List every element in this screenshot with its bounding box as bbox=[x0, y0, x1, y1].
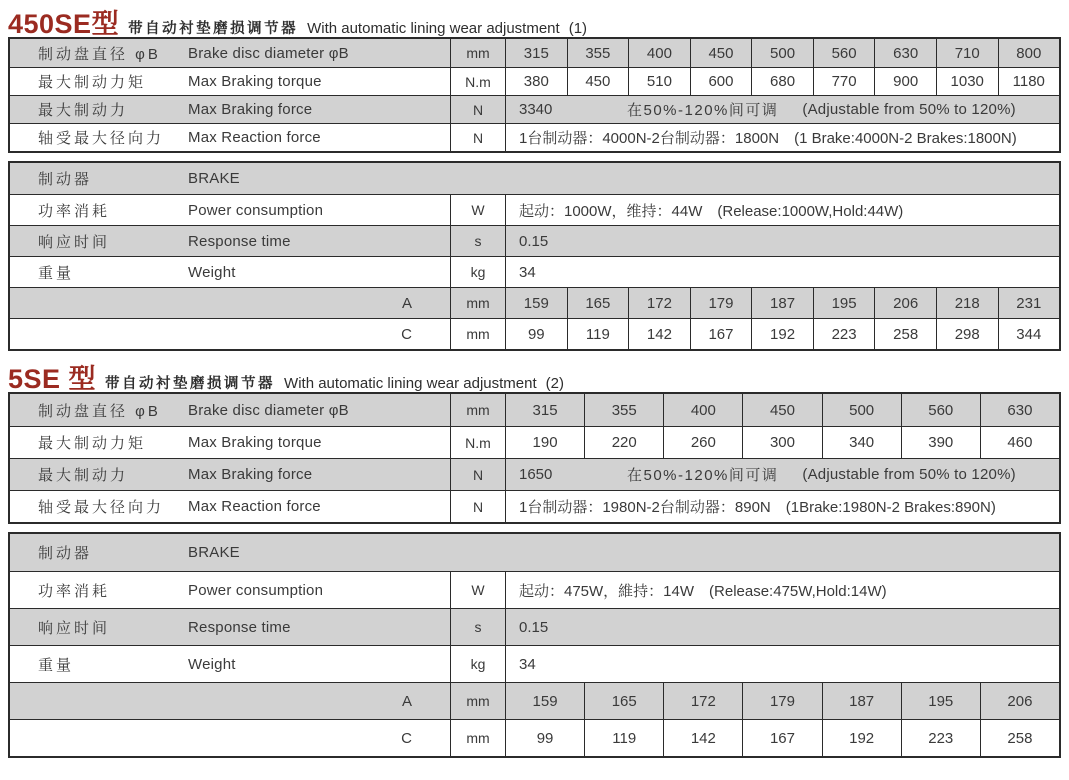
merged-cell: 34 bbox=[505, 646, 1059, 682]
unit-cell: N.m bbox=[450, 427, 505, 458]
merged-cell: 起动：475W，維持：14W (Release:475W,Hold:14W) bbox=[505, 572, 1059, 608]
values-list bbox=[505, 39, 1059, 67]
value-cell: 450 bbox=[742, 394, 821, 426]
values-list bbox=[505, 319, 1059, 349]
values-list bbox=[505, 720, 1059, 756]
merged-value: 3340 bbox=[519, 101, 553, 118]
section-title bbox=[8, 357, 1061, 394]
row-label bbox=[10, 163, 1059, 194]
unit-cell: mm bbox=[450, 394, 505, 426]
row-label-en: Max Braking force bbox=[188, 101, 313, 118]
value-cell: 390 bbox=[901, 427, 980, 458]
value-cell: 500 bbox=[822, 394, 901, 426]
value-cell: 99 bbox=[505, 319, 567, 349]
merged-value: 1650 bbox=[519, 466, 553, 483]
row-label bbox=[10, 226, 450, 256]
unit-cell: s bbox=[450, 226, 505, 256]
row-label-en: Max Braking force bbox=[188, 466, 313, 483]
value-cell: 300 bbox=[742, 427, 821, 458]
row-label-cn: 最大制动力 bbox=[38, 467, 129, 484]
value-cell: 298 bbox=[936, 319, 998, 349]
unit-cell: mm bbox=[450, 39, 505, 67]
row-label bbox=[10, 491, 450, 522]
value-cell: 258 bbox=[980, 720, 1059, 756]
row-label-cn: 轴受最大径向力 bbox=[38, 499, 165, 516]
value-cell: 344 bbox=[998, 319, 1060, 349]
unit-cell: kg bbox=[450, 646, 505, 682]
unit-cell: W bbox=[450, 572, 505, 608]
value-cell: 355 bbox=[584, 394, 663, 426]
merged-note-cn: 在50%-120%间可调 bbox=[627, 467, 779, 484]
row-label-cn: 响应时间 bbox=[38, 233, 111, 251]
unit-cell: mm bbox=[450, 683, 505, 719]
table-row bbox=[10, 67, 1059, 95]
row-label-cn: 重量 bbox=[38, 264, 75, 282]
value-cell: 560 bbox=[901, 394, 980, 426]
row-label-en: Response time bbox=[188, 232, 291, 250]
value-cell: 195 bbox=[813, 288, 875, 318]
value-cell: 1030 bbox=[936, 68, 998, 95]
value-cell: 450 bbox=[567, 68, 629, 95]
brake-table bbox=[8, 532, 1061, 758]
value-cell: 500 bbox=[751, 39, 813, 67]
table-row bbox=[10, 645, 1059, 682]
row-label-cn: 轴受最大径向力 bbox=[38, 130, 165, 147]
unit-cell: N bbox=[450, 491, 505, 522]
dim-label: A bbox=[401, 294, 412, 312]
table-row bbox=[10, 394, 1059, 426]
value-cell: 800 bbox=[998, 39, 1060, 67]
row-label-cn: 制动盘直径 φB bbox=[38, 402, 161, 420]
row-label-en: Max Braking torque bbox=[188, 73, 322, 90]
values-list bbox=[505, 683, 1059, 719]
values-list bbox=[505, 68, 1059, 95]
row-label-en: Brake disc diameter φB bbox=[188, 401, 349, 419]
values-list bbox=[505, 288, 1059, 318]
value-cell: 600 bbox=[690, 68, 752, 95]
row-label-en: Power consumption bbox=[188, 581, 324, 599]
value-cell: 510 bbox=[628, 68, 690, 95]
value-cell: 315 bbox=[505, 394, 584, 426]
row-label-cn: 最大制动力矩 bbox=[38, 435, 147, 452]
table-row bbox=[10, 490, 1059, 522]
row-label-cn: 功率消耗 bbox=[38, 202, 111, 220]
unit-cell: kg bbox=[450, 257, 505, 287]
value-cell: 206 bbox=[980, 683, 1059, 719]
brake-table bbox=[8, 161, 1061, 351]
spec-table bbox=[8, 392, 1061, 524]
table-row bbox=[10, 95, 1059, 123]
value-cell: 167 bbox=[742, 720, 821, 756]
value-cell: 770 bbox=[813, 68, 875, 95]
merged-cell: 34 bbox=[505, 257, 1059, 287]
dim-label: C bbox=[401, 325, 412, 343]
row-label-en: Power consumption bbox=[188, 201, 324, 219]
unit-cell: mm bbox=[450, 288, 505, 318]
value-cell: 119 bbox=[567, 319, 629, 349]
value-cell: 680 bbox=[751, 68, 813, 95]
value-cell: 900 bbox=[874, 68, 936, 95]
row-label-en: Weight bbox=[188, 263, 236, 281]
unit-cell: N bbox=[450, 96, 505, 123]
merged-note-en: (Adjustable from 50% to 120%) bbox=[802, 101, 1016, 118]
value-cell: 710 bbox=[936, 39, 998, 67]
value-cell: 231 bbox=[998, 288, 1060, 318]
value-cell: 258 bbox=[874, 319, 936, 349]
model-title: 450SE型 bbox=[8, 9, 120, 39]
value-cell: 400 bbox=[663, 394, 742, 426]
row-label bbox=[10, 394, 450, 426]
row-label-en: Max Reaction force bbox=[188, 129, 321, 146]
table-row bbox=[10, 256, 1059, 287]
row-label bbox=[10, 459, 450, 490]
table-row bbox=[10, 426, 1059, 458]
row-label-en: Brake disc diameter φB bbox=[188, 44, 349, 62]
row-label bbox=[10, 257, 450, 287]
merged-cell: 起动：1000W，维持：44W (Release:1000W,Hold:44W) bbox=[505, 195, 1059, 225]
table-row bbox=[10, 682, 1059, 719]
value-cell: 223 bbox=[901, 720, 980, 756]
row-label bbox=[10, 195, 450, 225]
value-cell: 190 bbox=[505, 427, 584, 458]
subtitle-index: (1) bbox=[568, 20, 588, 37]
value-cell: 119 bbox=[584, 720, 663, 756]
model-title: 5SE 型 bbox=[8, 364, 97, 394]
value-cell: 167 bbox=[690, 319, 752, 349]
row-label-en: Response time bbox=[188, 618, 291, 636]
row-label-en: BRAKE bbox=[188, 170, 240, 187]
table-row bbox=[10, 608, 1059, 645]
table-row bbox=[10, 123, 1059, 151]
table-row bbox=[10, 571, 1059, 608]
row-label-en: Weight bbox=[188, 655, 236, 673]
value-cell: 99 bbox=[505, 720, 584, 756]
table-row bbox=[10, 39, 1059, 67]
value-cell: 159 bbox=[505, 288, 567, 318]
value-cell: 179 bbox=[742, 683, 821, 719]
row-label-cn: 重量 bbox=[38, 656, 75, 674]
table-row bbox=[10, 194, 1059, 225]
value-cell: 400 bbox=[628, 39, 690, 67]
subtitle-index: (2) bbox=[545, 375, 565, 392]
row-label-cn: 制动器 bbox=[38, 171, 93, 188]
row-label bbox=[10, 572, 450, 608]
table-row bbox=[10, 719, 1059, 756]
merged-note-en: (Adjustable from 50% to 120%) bbox=[802, 466, 1016, 483]
table-row bbox=[10, 458, 1059, 490]
section-450se bbox=[8, 2, 1061, 351]
row-label bbox=[10, 68, 450, 95]
merged-cell bbox=[505, 459, 1059, 490]
unit-cell: N bbox=[450, 459, 505, 490]
value-cell: 179 bbox=[690, 288, 752, 318]
subtitle-cn: 带自动衬垫磨损调节器 bbox=[105, 376, 276, 392]
value-cell: 380 bbox=[505, 68, 567, 95]
value-cell: 450 bbox=[690, 39, 752, 67]
value-cell: 223 bbox=[813, 319, 875, 349]
row-label-en: Max Braking torque bbox=[188, 434, 322, 451]
row-label bbox=[10, 96, 450, 123]
value-cell: 340 bbox=[822, 427, 901, 458]
section-5se bbox=[8, 357, 1061, 758]
subtitle-cn: 带自动衬垫磨损调节器 bbox=[128, 21, 299, 37]
row-label-en: BRAKE bbox=[188, 544, 240, 561]
subtitle-en: With automatic lining wear adjustment bbox=[307, 20, 560, 37]
unit-cell: mm bbox=[450, 319, 505, 349]
value-cell: 142 bbox=[628, 319, 690, 349]
values-list bbox=[505, 394, 1059, 426]
table-row bbox=[10, 287, 1059, 318]
value-cell: 260 bbox=[663, 427, 742, 458]
row-label-en: Max Reaction force bbox=[188, 498, 321, 515]
subtitle-en: With automatic lining wear adjustment bbox=[284, 375, 537, 392]
values-list bbox=[505, 427, 1059, 458]
row-label-cn: 最大制动力矩 bbox=[38, 74, 147, 91]
unit-cell: N bbox=[450, 124, 505, 151]
unit-cell: s bbox=[450, 609, 505, 645]
value-cell: 192 bbox=[751, 319, 813, 349]
dim-label: C bbox=[401, 729, 412, 747]
merged-cell: 0.15 bbox=[505, 609, 1059, 645]
table-row bbox=[10, 318, 1059, 349]
unit-cell: W bbox=[450, 195, 505, 225]
value-cell: 165 bbox=[584, 683, 663, 719]
value-cell: 220 bbox=[584, 427, 663, 458]
brake-header-row bbox=[10, 163, 1059, 194]
row-label-cn: 制动器 bbox=[38, 545, 93, 562]
value-cell: 165 bbox=[567, 288, 629, 318]
row-label-cn: 功率消耗 bbox=[38, 582, 111, 600]
value-cell: 195 bbox=[901, 683, 980, 719]
value-cell: 206 bbox=[874, 288, 936, 318]
row-label-cn: 最大制动力 bbox=[38, 102, 129, 119]
section-title bbox=[8, 2, 1061, 39]
row-label bbox=[10, 534, 1059, 571]
merged-note-cn: 在50%-120%间可调 bbox=[627, 102, 779, 119]
value-cell: 315 bbox=[505, 39, 567, 67]
value-cell: 172 bbox=[628, 288, 690, 318]
value-cell: 355 bbox=[567, 39, 629, 67]
row-label bbox=[10, 609, 450, 645]
value-cell: 142 bbox=[663, 720, 742, 756]
value-cell: 187 bbox=[751, 288, 813, 318]
merged-cell: 1台制动器：4000N-2台制动器：1800N (1 Brake:4000N-2 Brakes:1800N) bbox=[505, 124, 1059, 151]
row-label-cn: 响应时间 bbox=[38, 619, 111, 637]
value-cell: 192 bbox=[822, 720, 901, 756]
value-cell: 630 bbox=[980, 394, 1059, 426]
merged-cell: 0.15 bbox=[505, 226, 1059, 256]
value-cell: 460 bbox=[980, 427, 1059, 458]
value-cell: 630 bbox=[874, 39, 936, 67]
dim-label: A bbox=[401, 692, 412, 710]
value-cell: 172 bbox=[663, 683, 742, 719]
merged-cell bbox=[505, 96, 1059, 123]
value-cell: 560 bbox=[813, 39, 875, 67]
value-cell: 218 bbox=[936, 288, 998, 318]
spec-table bbox=[8, 37, 1061, 153]
value-cell: 187 bbox=[822, 683, 901, 719]
unit-cell: N.m bbox=[450, 68, 505, 95]
brake-header-row bbox=[10, 534, 1059, 571]
unit-cell: mm bbox=[450, 720, 505, 756]
row-label bbox=[10, 124, 450, 151]
table-row bbox=[10, 225, 1059, 256]
row-label-cn: 制动盘直径 φB bbox=[38, 45, 161, 63]
value-cell: 159 bbox=[505, 683, 584, 719]
row-label bbox=[10, 39, 450, 67]
row-label bbox=[10, 646, 450, 682]
row-label bbox=[10, 427, 450, 458]
value-cell: 1180 bbox=[998, 68, 1060, 95]
merged-cell: 1台制动器：1980N-2台制动器：890N (1Brake:1980N-2 Brakes:890N) bbox=[505, 491, 1059, 522]
